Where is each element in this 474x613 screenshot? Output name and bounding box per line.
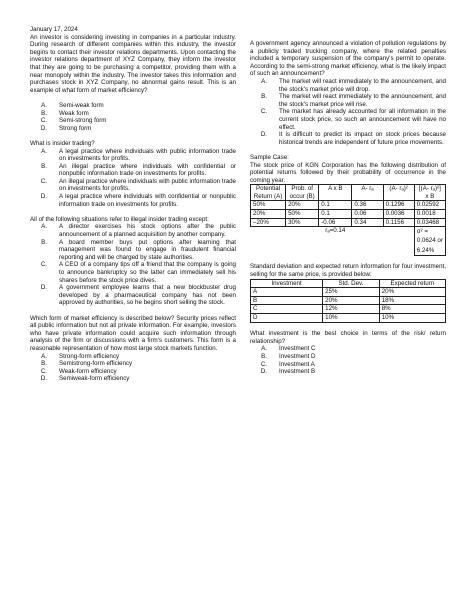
table-header-cell: A x B: [319, 185, 352, 201]
question-4-options: [30, 353, 236, 383]
option-item: D. It is difficult to predict its impact on stock prices because historical trends are independent of future price movements.: [260, 131, 446, 146]
table-row: [251, 305, 446, 314]
table-header-cell: Investment: [251, 279, 323, 288]
option-item: B. An illegal practice where individuals with confidential or nonpublic information trade on investments for profits.: [41, 162, 236, 178]
option-item: D. Strong form: [40, 124, 92, 132]
table-cell: 30%: [286, 218, 319, 227]
table-cell: –20%: [251, 218, 286, 227]
option-item: C. An illegal practice where individuals with public information trade on investments for profits.: [40, 177, 236, 193]
document-date: January 17, 2024: [30, 26, 78, 33]
table-cell: σ² = 0.0624 or 6.24%: [414, 227, 445, 256]
question-3-text: All of the following situations refer to illegal insider trading except:: [30, 215, 209, 223]
returns-distribution-table: [250, 184, 446, 256]
question-5-text: A government agency announced a violation of pollution regulations by a publicly traded trucking company, where the related penalties included a temporary suspension of the company's permit to operate. According to the semi-strong market efficiency, what is the likely impact of such an announcement?: [250, 40, 446, 78]
table-row: [251, 288, 446, 297]
question-4-text: Which form of market efficiency is described below? Security prices reflect all public information but not all private information. For example, investors who have private information could acquire such information through analysis of the firm or discussions with a firm's customers. This form is a reasonable representation of how most large stock markets function.: [30, 314, 236, 352]
table-row: [251, 201, 446, 210]
option-item: B. Semistrong-form efficiency: [41, 360, 133, 368]
option-item: A. A legal practice where individuals with public information trade on investments for profits.: [41, 147, 236, 163]
option-item: A. Investment C: [261, 345, 316, 353]
option-item: C. Semi-strong form: [40, 117, 107, 125]
table-cell: 50%: [251, 201, 286, 210]
table-header-row: [251, 185, 446, 201]
table-header-cell: A- rₐ: [352, 185, 383, 201]
table-header-cell: Prob. of occur (B): [286, 185, 319, 201]
question-2-options: [30, 148, 236, 209]
table-cell: 0.34: [352, 218, 383, 227]
table-row: [251, 218, 446, 227]
table-cell: 0.0036: [383, 210, 414, 219]
table-row: [251, 314, 446, 323]
right-column: [250, 40, 446, 376]
table-cell: 0.1: [319, 201, 352, 210]
option-item: A. Semi-weak form: [41, 101, 104, 109]
option-item: A. A director exercises his stock options after the public announcement of a planned acquisition by another company.: [41, 223, 236, 239]
option-item: A. Strong-form efficiency: [41, 352, 120, 360]
table-cell: 0.1156: [383, 218, 414, 227]
table-cell: [352, 227, 383, 256]
table-cell: D: [251, 314, 323, 323]
table-cell: 0.0018: [414, 210, 445, 219]
table-header-cell: Potential Return (A): [251, 185, 286, 201]
option-item: C. Investment A: [260, 360, 315, 368]
question-6-text: Standard deviation and expected return information for four investment, selling for the same price, is provided below:: [250, 263, 446, 279]
table-cell: -0.06: [319, 218, 352, 227]
sample-case-text: The stock price of KGN Corporation has the following distribution of potential returns followed by their probability of occurrence in the coming year.: [250, 161, 446, 184]
table-cell: 18%: [379, 296, 445, 305]
table-cell: A: [251, 288, 323, 297]
option-item: B. The market will react immediately to the announcement, and the stock's market price will rise.: [261, 93, 446, 108]
table-cell: C: [251, 305, 323, 314]
option-item: C. Weak-form efficiency: [40, 367, 117, 375]
table-cell: 8%: [379, 305, 445, 314]
option-item: B. Investment D: [261, 352, 316, 360]
table-header-cell: [(A- rₐ)²] x B: [414, 185, 445, 201]
question-2-text: What is insider trading?: [30, 139, 95, 147]
table-cell: 20%: [323, 296, 380, 305]
table-cell: B: [251, 296, 323, 305]
sample-case-label: Sample Case:: [250, 153, 289, 161]
option-item: C. The market has already accounted for all information in the current stock price, so such an announcement will have no effect.: [260, 108, 446, 131]
table-cell: 0.02592: [414, 201, 445, 210]
question-1-text: An investor is considering investing in companies in a particular industry. During research of different companies within this industry, the investor begins to contact their investor relations departments. Upon contacting the investor relations department of XYZ Company, they inform the investor that they are going to be purchasing a competitor, providing them with a near monopoly within the industry. The investor takes this information and purchases stock in XYZ Company, no abnormal gains result. This is an example of what form of market efficiency?: [30, 33, 236, 94]
table-cell: 0.06: [352, 210, 383, 219]
table-header-cell: (A- rₐ)²: [383, 185, 414, 201]
table-header-row: [251, 279, 446, 288]
table-header-cell: Std. Dev.: [323, 279, 380, 288]
table-cell: 20%: [286, 201, 319, 210]
table-cell: [383, 227, 414, 256]
option-item: D. Semiweak-form efficiency: [40, 375, 130, 383]
question-5-options: [250, 78, 446, 146]
table-cell: 20%: [251, 210, 286, 219]
table-cell: [251, 227, 286, 256]
question-3-options: [30, 223, 236, 307]
option-item: D. A legal practice where individuals with confidential or nonpublic information trade on investments for profits.: [40, 193, 236, 208]
table-cell: [286, 227, 319, 256]
table-cell: 0.1296: [383, 201, 414, 210]
question-7-text: What investment is the best choice in terms of the risk/ return relationship?: [250, 330, 446, 345]
option-item: B. Weak form: [41, 109, 89, 117]
question-7-options: [250, 345, 446, 375]
table-row: [251, 296, 446, 305]
table-cell: 25%: [323, 288, 380, 297]
option-item: D. Investment B: [260, 368, 316, 376]
table-cell: 0.1: [319, 210, 352, 219]
option-item: B. A board member buys put options after learning that management was found to engage in fraudulent financial reporting and will be charged by state authorities.: [41, 238, 236, 261]
left-column: [30, 26, 236, 383]
table-cell: 0.03468: [414, 218, 445, 227]
table-cell: 20%: [379, 288, 445, 297]
table-row: [251, 227, 446, 256]
table-row: [251, 210, 446, 219]
table-cell: rₐ=0.14: [325, 227, 346, 235]
table-cell: 0.36: [352, 201, 383, 210]
investment-table: [250, 279, 446, 323]
option-item: A. The market will react immediately to the announcement, and the stock's market price will drop.: [261, 77, 446, 93]
table-cell: 10%: [323, 314, 380, 323]
table-cell: 10%: [379, 314, 445, 323]
table-cell: 50%: [286, 210, 319, 219]
table-header-cell: Expected return: [379, 279, 445, 288]
option-item: C. A CEO of a company tips off a friend that the company is going to announce bankruptcy so the latter can immediately sell his shares before the stock price dives.: [40, 261, 236, 284]
question-1-options: [30, 102, 236, 132]
option-item: D. A government employee learns that a new blockbuster drug developed by a pharmaceutical company has not been approved by authorities, so he begins short selling the stock.: [40, 284, 236, 307]
table-cell: 12%: [323, 305, 380, 314]
